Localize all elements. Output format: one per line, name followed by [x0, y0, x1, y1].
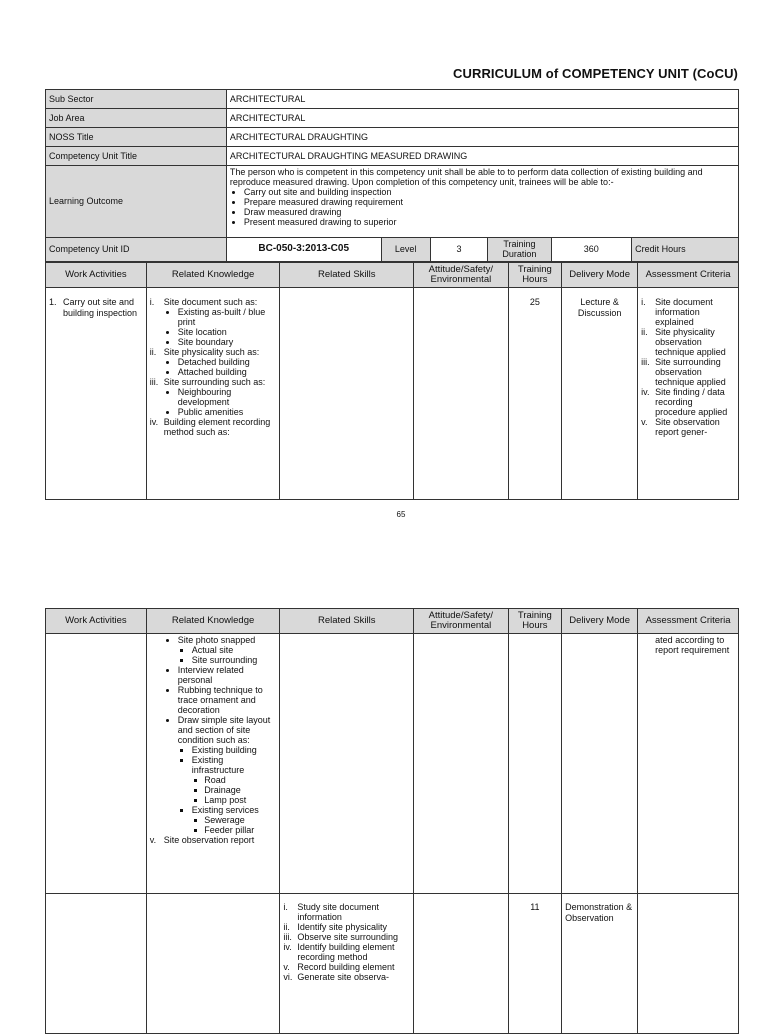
knowledge-item: Site photo snapped — [177, 635, 256, 645]
knowledge-subitem: • Detached building — [178, 357, 277, 367]
delivery-mode-cell: Demonstration & Observation — [562, 894, 638, 1034]
knowledge-subitem: - ▪ Lamp post — [206, 795, 277, 805]
skill-item: Identify site physicality — [297, 922, 387, 932]
knowledge-item: Draw simple site layout and section of site condition such as: — [177, 715, 271, 745]
item-number: i. — [641, 297, 646, 307]
header-training-hours: Training Hours — [508, 263, 561, 288]
activity-table-page1 — [45, 262, 739, 500]
assessment-continued: ated according to report requirement — [655, 635, 730, 655]
activity-table-page2 — [45, 608, 739, 1034]
skill-item: Generate site observa- — [297, 972, 389, 982]
info-value: ARCHITECTURAL — [226, 109, 738, 128]
work-activity-number: 1. — [49, 297, 57, 307]
knowledge-item: • Rubbing technique to trace ornament and decoration — [178, 685, 277, 715]
learning-outcome-item: • Prepare measured drawing requirement — [244, 197, 735, 207]
header-attitude: Attitude/Safety/ Environmental — [414, 609, 509, 634]
header-related-skills: Related Skills — [280, 609, 414, 634]
table-header-row — [46, 263, 739, 288]
learning-outcome-item: • Draw measured drawing — [244, 207, 735, 217]
knowledge-subitem: - ▪ Sewerage — [206, 815, 277, 825]
header-related-skills: Related Skills — [280, 263, 414, 288]
knowledge-subitem: - ▪ Road — [206, 775, 277, 785]
work-activity-cell — [46, 288, 147, 500]
page-number: 65 — [396, 510, 406, 519]
learning-outcome-item: • Present measured drawing to superior — [244, 217, 735, 227]
training-hours-cell — [508, 634, 561, 894]
skill-item: Record building element — [297, 962, 395, 972]
item-number: ii. — [641, 327, 648, 337]
item-number: v. — [641, 417, 648, 427]
related-skills-cell — [280, 894, 414, 1034]
header-related-knowledge: Related Knowledge — [146, 263, 280, 288]
knowledge-item: Site surrounding such as: — [163, 377, 266, 387]
item-number: iv. — [283, 942, 292, 952]
item-number: iv. — [641, 387, 650, 397]
item-number: ii. — [149, 347, 157, 357]
credit-hours-label: Credit Hours — [632, 238, 739, 262]
info-value: ARCHITECTURAL DRAUGHTING MEASURED DRAWING — [226, 147, 738, 166]
knowledge-subitem: ▪ Site surrounding — [192, 655, 277, 665]
table-header-row — [46, 609, 739, 634]
learning-outcome-content — [226, 166, 738, 238]
knowledge-subitem: • Attached building — [178, 367, 277, 377]
item-number: iii. — [283, 932, 292, 942]
level-value: 3 — [430, 238, 488, 262]
training-hours-cell: 25 — [508, 288, 561, 500]
delivery-mode-cell: Lecture & Discussion — [562, 288, 638, 500]
info-label: NOSS Title — [46, 128, 227, 147]
learning-outcome-row — [46, 166, 739, 238]
table-row — [46, 894, 739, 1034]
header-work-activities: Work Activities — [46, 263, 147, 288]
work-activity-cell — [46, 894, 147, 1034]
assessment-item: Site document information explained — [655, 297, 713, 327]
knowledge-subitem: • Existing as-built / blue print — [178, 307, 277, 327]
info-row-job-area — [46, 109, 739, 128]
attitude-cell — [414, 634, 509, 894]
header-assessment-criteria: Assessment Criteria — [638, 263, 739, 288]
item-number: iii. — [641, 357, 650, 367]
table-row — [46, 288, 739, 500]
knowledge-subitem: • Public amenities — [178, 407, 277, 417]
related-skills-cell — [280, 634, 414, 894]
item-number: v. — [149, 835, 157, 845]
item-number: i. — [283, 902, 288, 912]
skill-item: Identify building element recording method — [297, 942, 395, 962]
assessment-item: Site surrounding observation technique applied — [655, 357, 726, 387]
training-hours-cell: 11 — [508, 894, 561, 1034]
info-value: ARCHITECTURAL DRAUGHTING — [226, 128, 738, 147]
assessment-item: Site finding / data recording procedure applied — [655, 387, 728, 417]
info-label: Competency Unit Title — [46, 147, 227, 166]
level-label: Level — [381, 238, 430, 262]
info-row-noss-title — [46, 128, 739, 147]
related-knowledge-cell — [146, 288, 280, 500]
unit-id-label: Competency Unit ID — [46, 238, 227, 262]
table-row — [46, 634, 739, 894]
knowledge-subitem: Existing services — [191, 805, 259, 815]
knowledge-item: Building element recording method such as: — [163, 417, 271, 437]
knowledge-item: Site observation report — [163, 835, 255, 845]
knowledge-item: • Interview related personal — [178, 665, 277, 685]
learning-outcome-item: • Carry out site and building inspection — [244, 187, 735, 197]
assessment-item: Site observation report gener- — [655, 417, 720, 437]
related-knowledge-cell — [146, 894, 280, 1034]
assessment-criteria-cell — [638, 894, 739, 1034]
duration-value: 360 — [551, 238, 632, 262]
attitude-cell — [414, 288, 509, 500]
assessment-criteria-cell — [638, 288, 739, 500]
info-label: Job Area — [46, 109, 227, 128]
knowledge-subitem: • Neighbouring development — [178, 387, 277, 407]
info-value: ARCHITECTURAL — [226, 90, 738, 109]
work-activity-cell — [46, 634, 147, 894]
knowledge-subitem: • Site location — [178, 327, 277, 337]
unit-id-row — [46, 238, 739, 262]
knowledge-item: Site document such as: — [163, 297, 258, 307]
page-title: CURRICULUM of COMPETENCY UNIT (CoCU) — [452, 66, 738, 81]
info-row-competency-title — [46, 147, 739, 166]
item-number: iv. — [149, 417, 159, 427]
delivery-mode-cell — [562, 634, 638, 894]
knowledge-subitem: ▪ Existing building — [192, 745, 277, 755]
knowledge-subitem: - ▪ Drainage — [206, 785, 277, 795]
skill-item: Observe site surrounding — [297, 932, 398, 942]
header-assessment-criteria: Assessment Criteria — [638, 609, 739, 634]
assessment-item: Site physicality observation technique applied — [655, 327, 726, 357]
duration-label: Training Duration — [488, 238, 551, 262]
related-skills-cell — [280, 288, 414, 500]
header-delivery-mode: Delivery Mode — [562, 263, 638, 288]
knowledge-subitem: Existing infrastructure — [191, 755, 245, 775]
header-training-hours: Training Hours — [508, 609, 561, 634]
item-number: vi. — [283, 972, 293, 982]
unit-id-value: BC-050-3:2013-C05 — [226, 238, 381, 262]
knowledge-subitem: ▪ Actual site — [192, 645, 277, 655]
work-activity-text: Carry out site and building inspection — [63, 297, 138, 318]
info-label: Sub Sector — [46, 90, 227, 109]
item-number: i. — [149, 297, 155, 307]
header-attitude: Attitude/Safety/ Environmental — [414, 263, 509, 288]
related-knowledge-cell — [146, 634, 280, 894]
knowledge-item: Site physicality such as: — [163, 347, 260, 357]
learning-outcome-label: Learning Outcome — [46, 166, 227, 238]
attitude-cell — [414, 894, 509, 1034]
unit-info-table — [45, 89, 739, 262]
skill-item: Study site document information — [297, 902, 379, 922]
item-number: iii. — [149, 377, 159, 387]
item-number: ii. — [283, 922, 290, 932]
knowledge-subitem: • Site boundary — [178, 337, 277, 347]
info-row-sub-sector — [46, 90, 739, 109]
item-number: v. — [283, 962, 290, 972]
header-related-knowledge: Related Knowledge — [146, 609, 280, 634]
header-delivery-mode: Delivery Mode — [562, 609, 638, 634]
assessment-criteria-cell — [638, 634, 739, 894]
header-work-activities: Work Activities — [46, 609, 147, 634]
knowledge-subitem: - ▪ Feeder pillar — [206, 825, 277, 835]
learning-outcome-intro: The person who is competent in this competency unit shall be able to to perform data collection of existing building and reproduce measured drawing. Upon completion of this competency unit, trainees will be able to:- — [229, 167, 703, 187]
